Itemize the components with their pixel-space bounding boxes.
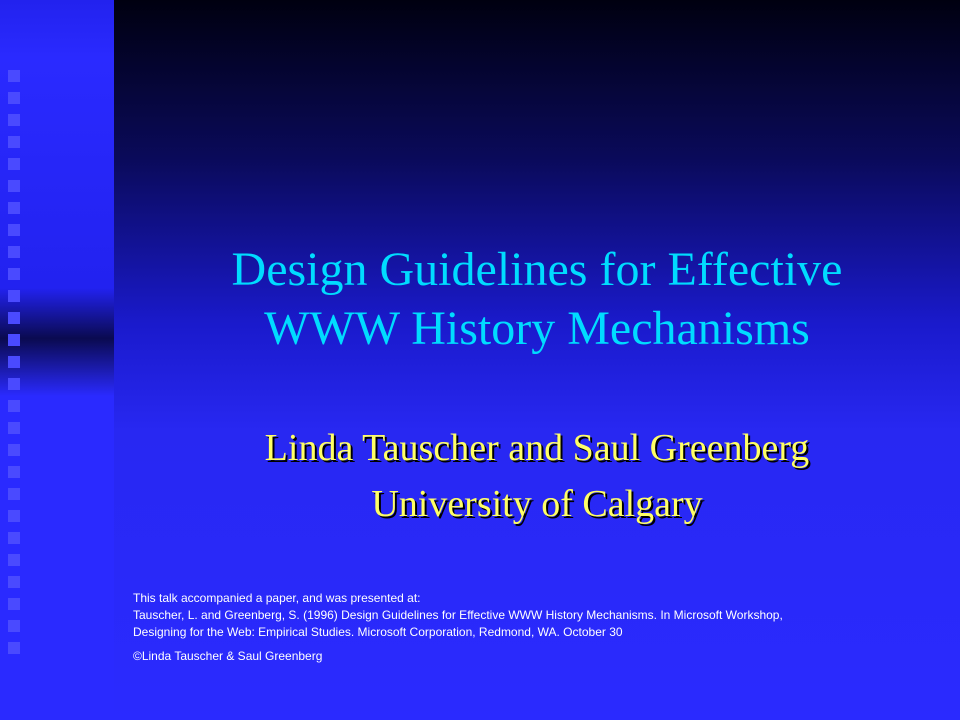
- square-icon: [8, 290, 20, 302]
- square-icon: [8, 180, 20, 192]
- square-icon: [8, 554, 20, 566]
- square-icon: [8, 224, 20, 236]
- square-icon: [8, 114, 20, 126]
- note-line-3: Designing for the Web: Empirical Studies. Microsoft Corporation, Redmond, WA. October 30: [133, 625, 623, 639]
- authors: Linda Tauscher and Saul Greenberg: [264, 427, 810, 469]
- square-icon: [8, 576, 20, 588]
- copyright: ©Linda Tauscher & Saul Greenberg: [133, 649, 323, 663]
- square-icon: [8, 246, 20, 258]
- square-icon: [8, 92, 20, 104]
- square-icon: [8, 268, 20, 280]
- square-icon: [8, 312, 20, 324]
- note-line-1: This talk accompanied a paper, and was presented at:: [133, 591, 421, 605]
- square-icon: [8, 400, 20, 412]
- note-line-2: Tauscher, L. and Greenberg, S. (1996) Design Guidelines for Effective WWW History Mechanisms. In Microsoft Workshop,: [133, 608, 783, 622]
- slide-title: [114, 240, 960, 358]
- square-icon: [8, 598, 20, 610]
- title-line-2: WWW History Mechanisms: [264, 302, 810, 355]
- square-icon: [8, 532, 20, 544]
- affiliation: University of Calgary: [371, 483, 703, 525]
- square-icon: [8, 488, 20, 500]
- title-line-1: Design Guidelines for Effective: [231, 243, 843, 296]
- square-icon: [8, 510, 20, 522]
- square-icon: [8, 334, 20, 346]
- sidebar-squares: [8, 70, 24, 664]
- square-icon: [8, 378, 20, 390]
- square-icon: [8, 444, 20, 456]
- square-icon: [8, 202, 20, 214]
- decorative-sidebar: [0, 0, 114, 720]
- presentation-note: [133, 590, 933, 665]
- square-icon: [8, 158, 20, 170]
- square-icon: [8, 642, 20, 654]
- square-icon: [8, 422, 20, 434]
- square-icon: [8, 70, 20, 82]
- square-icon: [8, 466, 20, 478]
- square-icon: [8, 356, 20, 368]
- square-icon: [8, 136, 20, 148]
- slide-subtitle: [114, 420, 960, 532]
- square-icon: [8, 620, 20, 632]
